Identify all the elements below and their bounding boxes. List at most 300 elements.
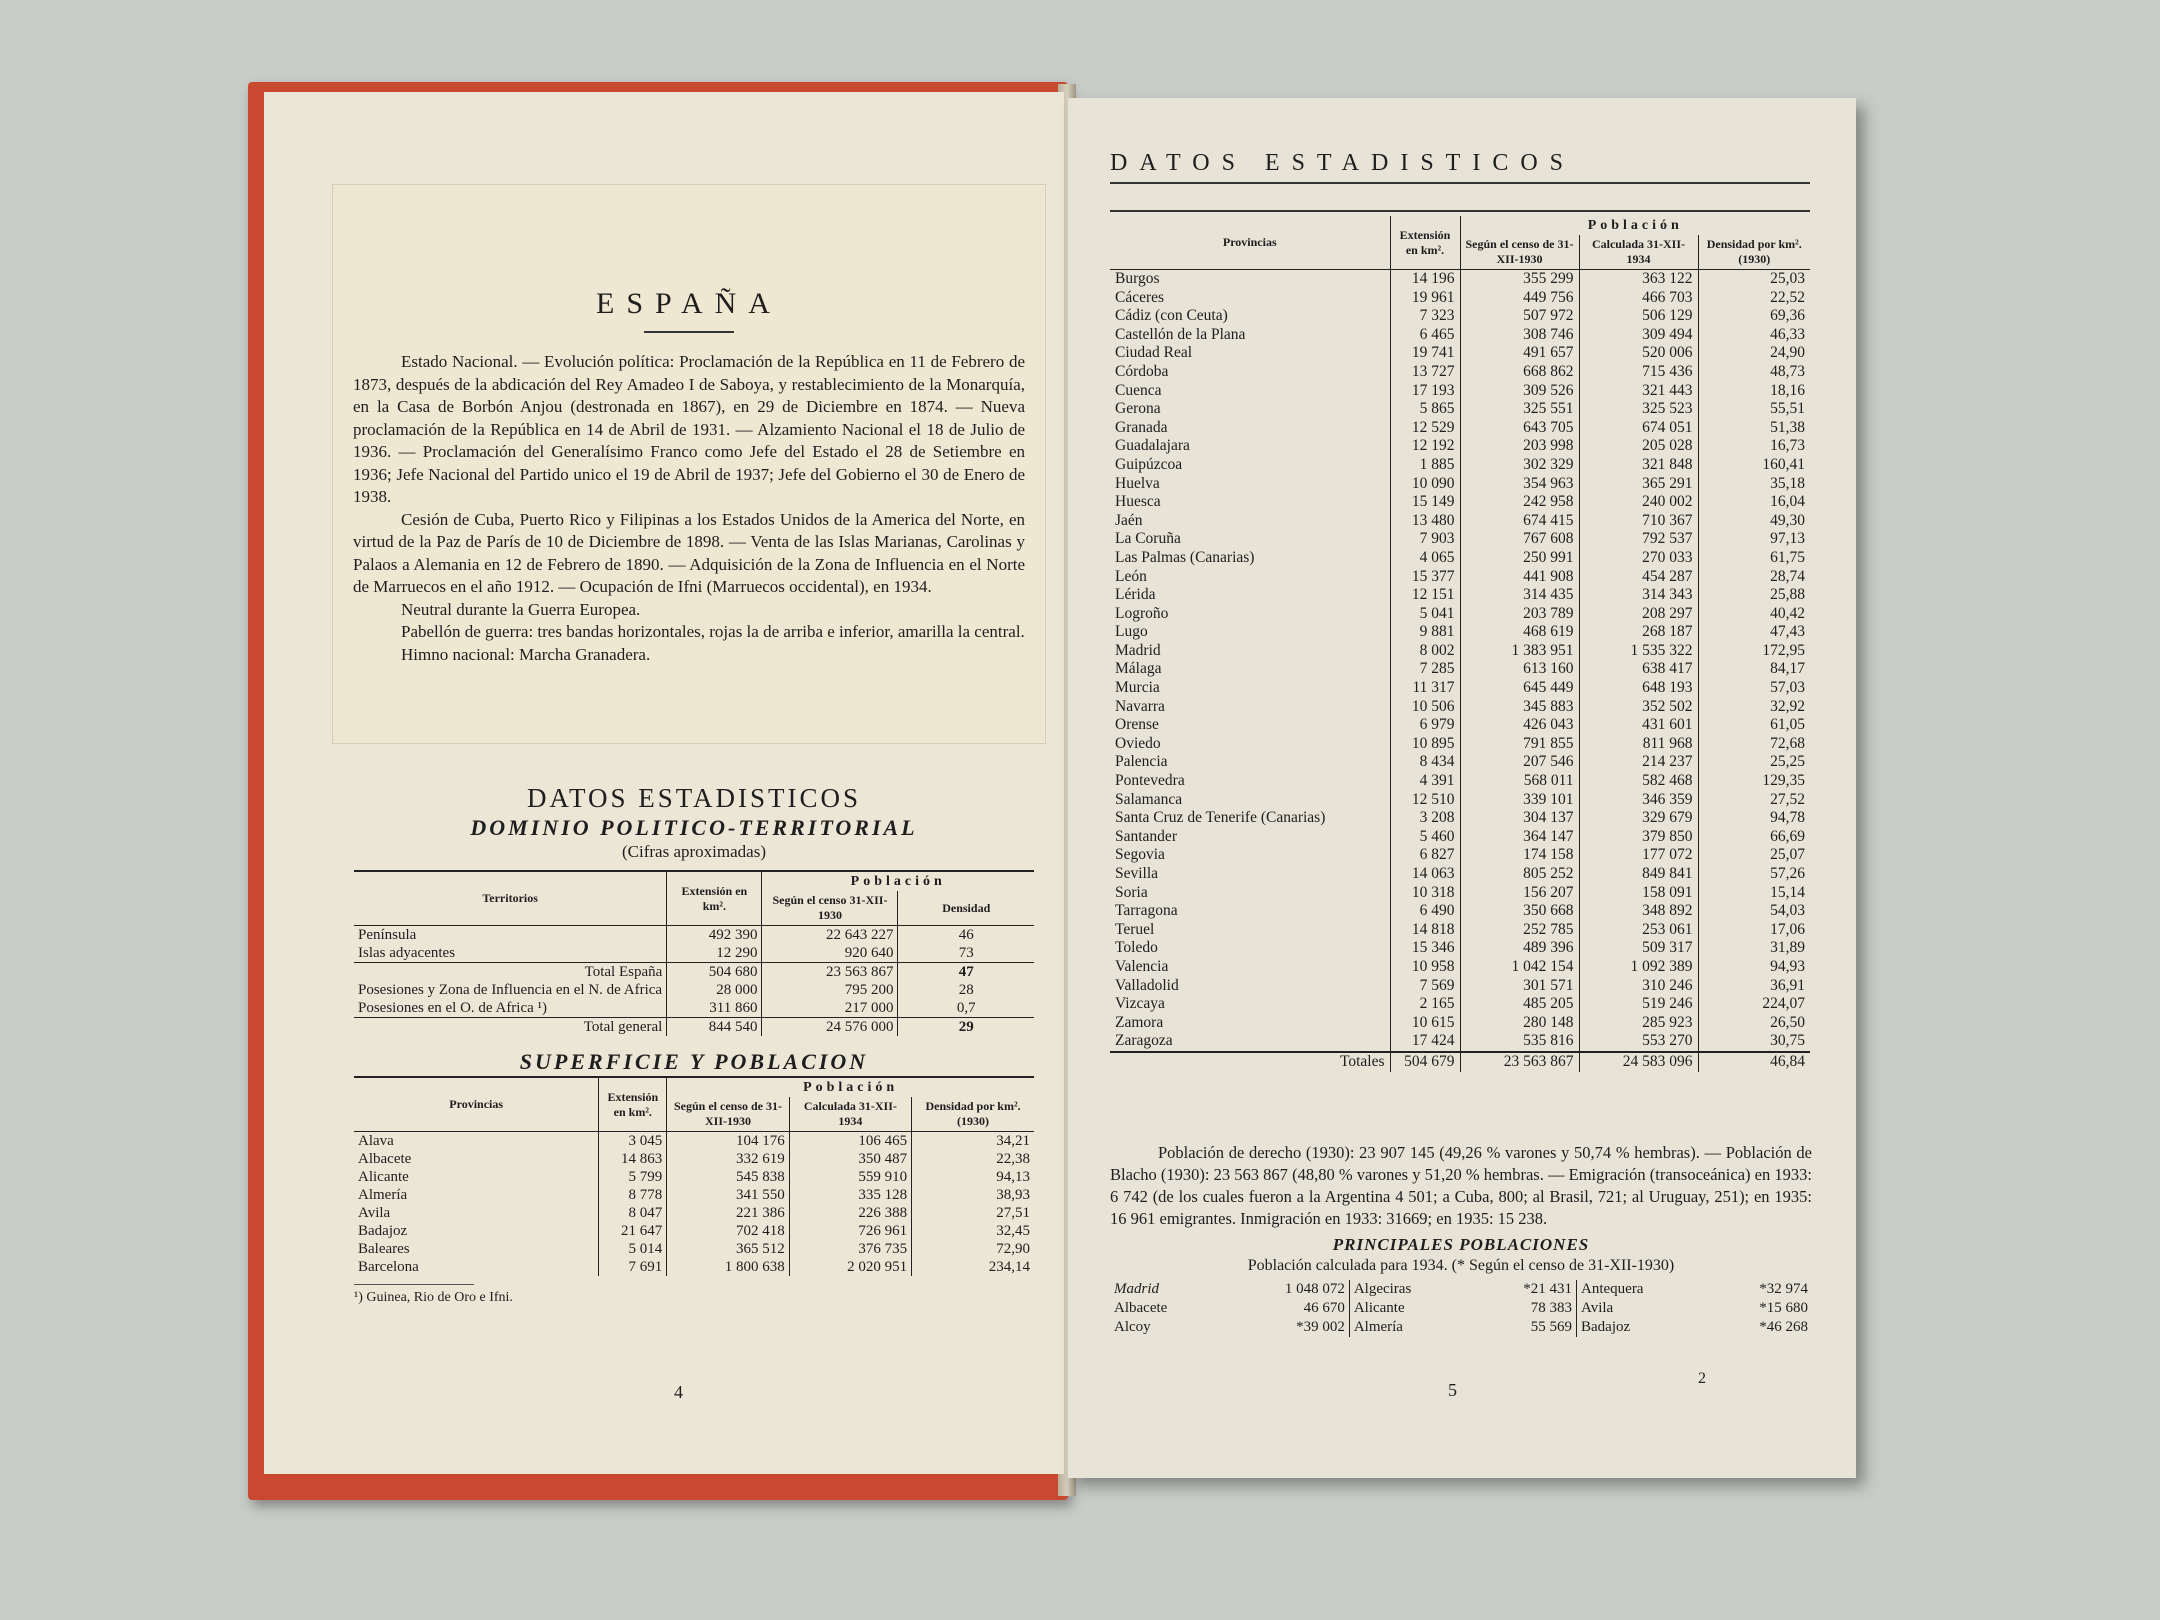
province-extension: 9 881 [1390,623,1460,642]
province-calculada: 346 359 [1579,791,1698,810]
table-row [1110,512,1810,531]
province-name: Logroño [1115,604,1169,622]
province-name: Toledo [1115,939,1158,957]
province-name: Soria [1115,883,1148,901]
row-label: Total general [583,1019,663,1035]
table-row [354,1204,1034,1222]
table-row [1110,642,1810,661]
table-row [1110,270,1810,289]
province-calculada: 376 735 [789,1240,911,1258]
town-name: Algeciras [1349,1280,1471,1299]
province-extension: 13 480 [1390,512,1460,531]
province-name: Cádiz (con Ceuta) [1115,307,1228,325]
principales-title: PRINCIPALES POBLACIONES [1332,1235,1590,1254]
province-censo: 280 148 [1460,1014,1579,1033]
row-poblacion: 23 563 867 [762,963,898,982]
provincias-table-left [354,1076,1034,1276]
totals-calculada: 24 583 096 [1579,1052,1698,1072]
province-densidad: 69,36 [1698,307,1810,326]
province-extension: 6 827 [1390,846,1460,865]
province-extension: 1 885 [1390,456,1460,475]
province-censo: 545 838 [667,1168,789,1186]
province-censo: 345 883 [1460,698,1579,717]
province-calculada: 466 703 [1579,289,1698,308]
town-population: *21 431 [1523,1281,1572,1297]
row-densidad: 47 [898,963,1034,982]
col-censo: Según el censo 31-XII-1930 [762,891,898,926]
province-densidad: 34,21 [912,1132,1034,1151]
totals-censo: 23 563 867 [1460,1052,1579,1072]
table-row [1110,735,1810,754]
province-densidad: 51,38 [1698,419,1810,438]
table-row [1110,921,1810,940]
province-name: Orense [1115,716,1159,734]
country-title: ESPAÑA [596,287,782,320]
left-page [264,92,1064,1474]
table-row [1110,437,1810,456]
table-row [354,1258,1034,1276]
province-name: Lugo [1115,623,1148,641]
province-calculada: 270 033 [1579,549,1698,568]
table-row [354,1132,1034,1151]
province-name: Granada [1115,418,1168,436]
col-extension: Extensión en km². [599,1077,667,1132]
table-row [1110,605,1810,624]
province-densidad: 97,13 [1698,530,1810,549]
col-densidad: Densidad [898,891,1034,926]
province-censo: 203 789 [1460,605,1579,624]
province-extension: 12 192 [1390,437,1460,456]
province-densidad: 94,78 [1698,809,1810,828]
province-name: Huelva [1115,474,1160,492]
province-calculada: 553 270 [1579,1032,1698,1052]
province-calculada: 509 317 [1579,939,1698,958]
table-row [1110,884,1810,903]
town-name: Madrid [1114,1281,1159,1297]
population-notes [1110,1142,1812,1337]
province-calculada: 726 961 [789,1222,911,1240]
totals-densidad: 46,84 [1698,1052,1810,1072]
table-row [1110,623,1810,642]
province-densidad: 46,33 [1698,326,1810,345]
row-poblacion: 24 576 000 [762,1018,898,1037]
row-label: Posesiones en el O. de Africa ¹) [358,1000,548,1016]
province-name: Madrid [1115,641,1161,659]
province-name: Sevilla [1115,865,1159,882]
province-censo: 365 512 [667,1240,789,1258]
town-name: Albacete [1114,1300,1168,1316]
province-name: Málaga [1115,660,1162,678]
province-name: Teruel [1115,920,1155,938]
province-densidad: 224,07 [1698,995,1810,1014]
province-name: Cáceres [1115,288,1165,306]
province-extension: 19 961 [1390,289,1460,308]
table-row [354,963,1034,982]
province-censo: 341 550 [667,1186,789,1204]
province-calculada: 268 187 [1579,623,1698,642]
province-calculada: 454 287 [1579,568,1698,587]
totals-row [1110,1052,1810,1072]
table-row [1110,753,1810,772]
province-densidad: 36,91 [1698,977,1810,996]
province-name: Oviedo [1115,734,1161,752]
province-name: Salamanca [1115,790,1183,808]
town-population: *39 002 [1296,1319,1345,1335]
table-row [1110,382,1810,401]
province-extension: 12 529 [1390,419,1460,438]
population-paragraph: Población de derecho (1930): 23 907 145 (49,26 % varones y 50,74 % hembras). — Población de Blacho (1930): 23 563 867 (48,80 % varones y 51,20 % hembras. — Emigración (transoceánica) en 1933: 6 742 (de los cuales fueron a la Argentina 4 501; a Cuba, 800; al Brasil, 721; al Uruguay, 251); en 1935: 16 961 emigrantes. Inmigración en 1933: 31669; en 1935: 15 238. [1110,1143,1812,1228]
province-densidad: 16,73 [1698,437,1810,456]
province-name: Almería [358,1187,408,1203]
province-name: Las Palmas (Canarias) [1115,548,1255,566]
table-row [1110,456,1810,475]
province-name: Alicante [358,1169,409,1185]
row-poblacion: 217 000 [762,999,898,1018]
province-extension: 10 615 [1390,1014,1460,1033]
row-densidad: 0,7 [898,999,1034,1018]
province-censo: 1 800 638 [667,1258,789,1276]
province-densidad: 61,75 [1698,549,1810,568]
province-calculada: 849 841 [1579,865,1698,884]
province-name: León [1115,567,1147,585]
col-poblacion: Población [667,1077,1034,1097]
province-densidad: 55,51 [1698,400,1810,419]
province-extension: 5 799 [599,1168,667,1186]
province-extension: 7 323 [1390,307,1460,326]
title-rule [1110,182,1810,184]
province-extension: 3 045 [599,1132,667,1151]
table-row [1110,475,1810,494]
province-censo: 791 855 [1460,735,1579,754]
table-row [1110,307,1810,326]
province-name: Zamora [1115,1013,1164,1031]
table-row [1110,363,1810,382]
province-densidad: 40,42 [1698,605,1810,624]
province-densidad: 15,14 [1698,884,1810,903]
table-row [1110,289,1810,308]
province-extension: 21 647 [599,1222,667,1240]
province-calculada: 226 388 [789,1204,911,1222]
col-censo: Según el censo de 31-XII-1930 [667,1097,789,1132]
province-extension: 7 691 [599,1258,667,1276]
town-name: Alcoy [1114,1319,1151,1335]
province-censo: 674 415 [1460,512,1579,531]
province-name: Palencia [1115,753,1168,771]
province-extension: 5 865 [1390,400,1460,419]
table-row [1110,716,1810,735]
province-calculada: 363 122 [1579,270,1698,289]
province-censo: 643 705 [1460,419,1579,438]
province-calculada: 365 291 [1579,475,1698,494]
province-calculada: 431 601 [1579,716,1698,735]
town-population: 1 048 072 [1284,1281,1345,1297]
province-calculada: 582 468 [1579,772,1698,791]
table-row [1110,400,1810,419]
province-calculada: 177 072 [1579,846,1698,865]
province-censo: 645 449 [1460,679,1579,698]
province-densidad: 48,73 [1698,363,1810,382]
province-extension: 10 506 [1390,698,1460,717]
province-calculada: 240 002 [1579,493,1698,512]
row-extension: 844 540 [667,1018,762,1037]
province-censo: 104 176 [667,1132,789,1151]
col-censo: Según el censo de 31-XII-1930 [1460,235,1579,270]
province-censo: 301 571 [1460,977,1579,996]
province-densidad: 28,74 [1698,568,1810,587]
table-row [1110,958,1810,977]
table-row [1110,586,1810,605]
province-censo: 568 011 [1460,772,1579,791]
province-densidad: 61,05 [1698,716,1810,735]
province-name: Segovia [1115,846,1165,864]
table-row [1110,846,1810,865]
table-row [1110,995,1810,1014]
province-extension: 11 317 [1390,679,1460,698]
right-title: DATOS ESTADISTICOS [1110,150,1575,176]
province-name: Vizcaya [1115,995,1165,1013]
table-row [1110,1032,1810,1052]
province-extension: 8 778 [599,1186,667,1204]
province-densidad: 57,26 [1698,865,1810,884]
province-name: Lérida [1115,586,1156,604]
province-calculada: 325 523 [1579,400,1698,419]
col-extension: Extensión en km². [667,871,762,926]
province-calculada: 309 494 [1579,326,1698,345]
province-calculada: 379 850 [1579,828,1698,847]
row-poblacion: 920 640 [762,944,898,963]
col-poblacion: Población [762,871,1034,891]
province-densidad: 25,03 [1698,270,1810,289]
row-densidad: 29 [898,1018,1034,1037]
province-name: Badajoz [358,1223,408,1239]
province-censo: 250 991 [1460,549,1579,568]
province-name: Santa Cruz de Tenerife (Canarias) [1115,809,1326,827]
province-censo: 668 862 [1460,363,1579,382]
row-extension: 12 290 [667,944,762,963]
right-page [1068,98,1856,1478]
table-row [1110,1014,1810,1033]
province-calculada: 520 006 [1579,344,1698,363]
province-name: Avila [358,1205,391,1221]
province-extension: 10 318 [1390,884,1460,903]
table-row [1110,549,1810,568]
province-censo: 535 816 [1460,1032,1579,1052]
province-name: Santander [1115,827,1177,845]
province-censo: 805 252 [1460,865,1579,884]
province-densidad: 94,93 [1698,958,1810,977]
table-row [354,944,1034,963]
row-label: Península [358,927,417,943]
province-extension: 14 196 [1390,270,1460,289]
province-densidad: 27,51 [912,1204,1034,1222]
province-densidad: 72,90 [912,1240,1034,1258]
row-extension: 504 680 [667,963,762,982]
province-censo: 304 137 [1460,809,1579,828]
town-name: Alicante [1349,1299,1471,1318]
province-densidad: 31,89 [1698,939,1810,958]
table-row [1110,939,1810,958]
province-calculada: 314 343 [1579,586,1698,605]
table-row [1110,530,1810,549]
province-densidad: 72,68 [1698,735,1810,754]
province-censo: 355 299 [1460,270,1579,289]
province-name: Navarra [1115,697,1165,715]
province-densidad: 25,88 [1698,586,1810,605]
province-censo: 507 972 [1460,307,1579,326]
province-calculada: 106 465 [789,1132,911,1151]
province-densidad: 27,52 [1698,791,1810,810]
province-name: Burgos [1115,270,1160,287]
province-censo: 308 746 [1460,326,1579,345]
province-calculada: 310 246 [1579,977,1698,996]
row-poblacion: 795 200 [762,981,898,999]
province-censo: 441 908 [1460,568,1579,587]
town-population: *15 680 [1759,1300,1808,1316]
table-row [354,1186,1034,1204]
province-densidad: 94,13 [912,1168,1034,1186]
province-censo: 354 963 [1460,475,1579,494]
province-densidad: 26,50 [1698,1014,1810,1033]
province-calculada: 715 436 [1579,363,1698,382]
col-densidad: Densidad por km². (1930) [912,1097,1034,1132]
calculada-note: Población calculada para 1934. (* Según el censo de 31-XII-1930) [1247,1257,1675,1274]
province-censo: 156 207 [1460,884,1579,903]
province-extension: 6 979 [1390,716,1460,735]
province-densidad: 25,25 [1698,753,1810,772]
history-paragraph: Neutral durante la Guerra Europea. [401,599,641,619]
province-censo: 325 551 [1460,400,1579,419]
table-row [1110,977,1810,996]
dominio-title: DOMINIO POLITICO-TERRITORIAL [470,815,918,840]
province-censo: 203 998 [1460,437,1579,456]
province-name: Córdoba [1115,362,1169,380]
province-densidad: 38,93 [912,1186,1034,1204]
province-calculada: 519 246 [1579,995,1698,1014]
province-extension: 7 569 [1390,977,1460,996]
province-censo: 491 657 [1460,344,1579,363]
row-densidad: 73 [898,944,1034,963]
table-row [354,1240,1034,1258]
col-extension: Extensión en km². [1390,216,1460,270]
province-extension: 7 903 [1390,530,1460,549]
table-row [354,1150,1034,1168]
footnote: ¹) Guinea, Rio de Oro e Ifni. [354,1284,474,1307]
table-row [354,926,1034,945]
table-row [1110,902,1810,921]
province-densidad: 49,30 [1698,512,1810,531]
province-densidad: 16,04 [1698,493,1810,512]
table-row [1110,326,1810,345]
totals-extension: 504 679 [1390,1052,1460,1072]
table-row [1110,1299,1812,1318]
province-censo: 302 329 [1460,456,1579,475]
province-name: Jaén [1115,511,1143,529]
table-row [1110,660,1810,679]
province-censo: 449 756 [1460,289,1579,308]
province-calculada: 811 968 [1579,735,1698,754]
row-extension: 311 860 [667,999,762,1018]
title-rule [644,331,734,333]
province-extension: 17 193 [1390,382,1460,401]
province-extension: 19 741 [1390,344,1460,363]
province-densidad: 47,43 [1698,623,1810,642]
province-densidad: 22,52 [1698,289,1810,308]
table-top-rule [1110,210,1810,212]
province-densidad: 22,38 [912,1150,1034,1168]
province-name: Alava [358,1133,394,1149]
province-censo: 702 418 [667,1222,789,1240]
table-row [1110,772,1810,791]
province-densidad: 30,75 [1698,1032,1810,1052]
province-name: Albacete [358,1151,412,1167]
col-provincias: Provincias [1110,216,1390,270]
province-extension: 12 151 [1390,586,1460,605]
history-paragraph: Pabellón de guerra: tres bandas horizontales, rojas la de arriba e inferior, amarilla la central. [401,622,1025,641]
town-population: 55 569 [1530,1319,1572,1335]
town-name: Almería [1349,1318,1471,1337]
col-provincias: Provincias [354,1077,599,1132]
town-population: 78 383 [1530,1300,1572,1316]
province-calculada: 506 129 [1579,307,1698,326]
province-extension: 14 818 [1390,921,1460,940]
row-extension: 492 390 [667,926,762,945]
province-calculada: 792 537 [1579,530,1698,549]
province-extension: 7 285 [1390,660,1460,679]
province-densidad: 160,41 [1698,456,1810,475]
province-calculada: 329 679 [1579,809,1698,828]
col-densidad: Densidad por km². (1930) [1698,235,1810,270]
province-censo: 242 958 [1460,493,1579,512]
history-paragraph: Estado Nacional. — Evolución política: Proclamación de la República en 11 de Febrero de 1873, después de la abdicación del Rey Amadeo I de Saboya, y restablecimiento de la Monarquía, en la Casa de Borbón Anjou (destronada en 1867), en 29 de Diciembre en 1874. — Nueva proclamación de la República en 14 de Abril de 1931. — Alzamiento Nacional el 18 de Julio de 1936. — Proclamación del Generalísimo Franco como Jefe del Estado el 28 de Setiembre en 1936; Jefe Nacional del Partido unico el 19 de Abril de 1937; Jefe del Gobierno el 30 de Enero de 1938. [353,352,1025,506]
page-number: 4 [674,1382,683,1402]
provincias-table-right [1110,216,1810,1072]
province-calculada: 158 091 [1579,884,1698,903]
province-densidad: 84,17 [1698,660,1810,679]
row-poblacion: 22 643 227 [762,926,898,945]
province-censo: 339 101 [1460,791,1579,810]
province-densidad: 32,92 [1698,698,1810,717]
table-row [1110,419,1810,438]
table-row [1110,1280,1812,1299]
province-censo: 309 526 [1460,382,1579,401]
province-calculada: 285 923 [1579,1014,1698,1033]
col-territorios: Territorios [354,871,667,926]
province-densidad: 129,35 [1698,772,1810,791]
col-poblacion: Población [1460,216,1810,235]
province-extension: 10 090 [1390,475,1460,494]
province-extension: 5 041 [1390,605,1460,624]
province-name: Pontevedra [1115,772,1185,790]
province-extension: 4 391 [1390,772,1460,791]
superficie-title: SUPERFICIE Y POBLACION [519,1049,869,1074]
province-densidad: 25,07 [1698,846,1810,865]
province-censo: 221 386 [667,1204,789,1222]
province-extension: 4 065 [1390,549,1460,568]
province-extension: 8 047 [599,1204,667,1222]
province-calculada: 205 028 [1579,437,1698,456]
province-censo: 252 785 [1460,921,1579,940]
provincias-table-right-wrap [1110,216,1810,1072]
table-row [1110,791,1810,810]
province-censo: 485 205 [1460,995,1579,1014]
cifras-note: (Cifras aproximadas) [622,842,766,861]
province-name: Castellón de la Plana [1115,325,1246,343]
province-name: Guipúzcoa [1115,455,1183,473]
table-row [1110,493,1810,512]
province-calculada: 648 193 [1579,679,1698,698]
stats-title: DATOS ESTADISTICOS [526,783,862,813]
province-name: Valladolid [1115,976,1179,994]
